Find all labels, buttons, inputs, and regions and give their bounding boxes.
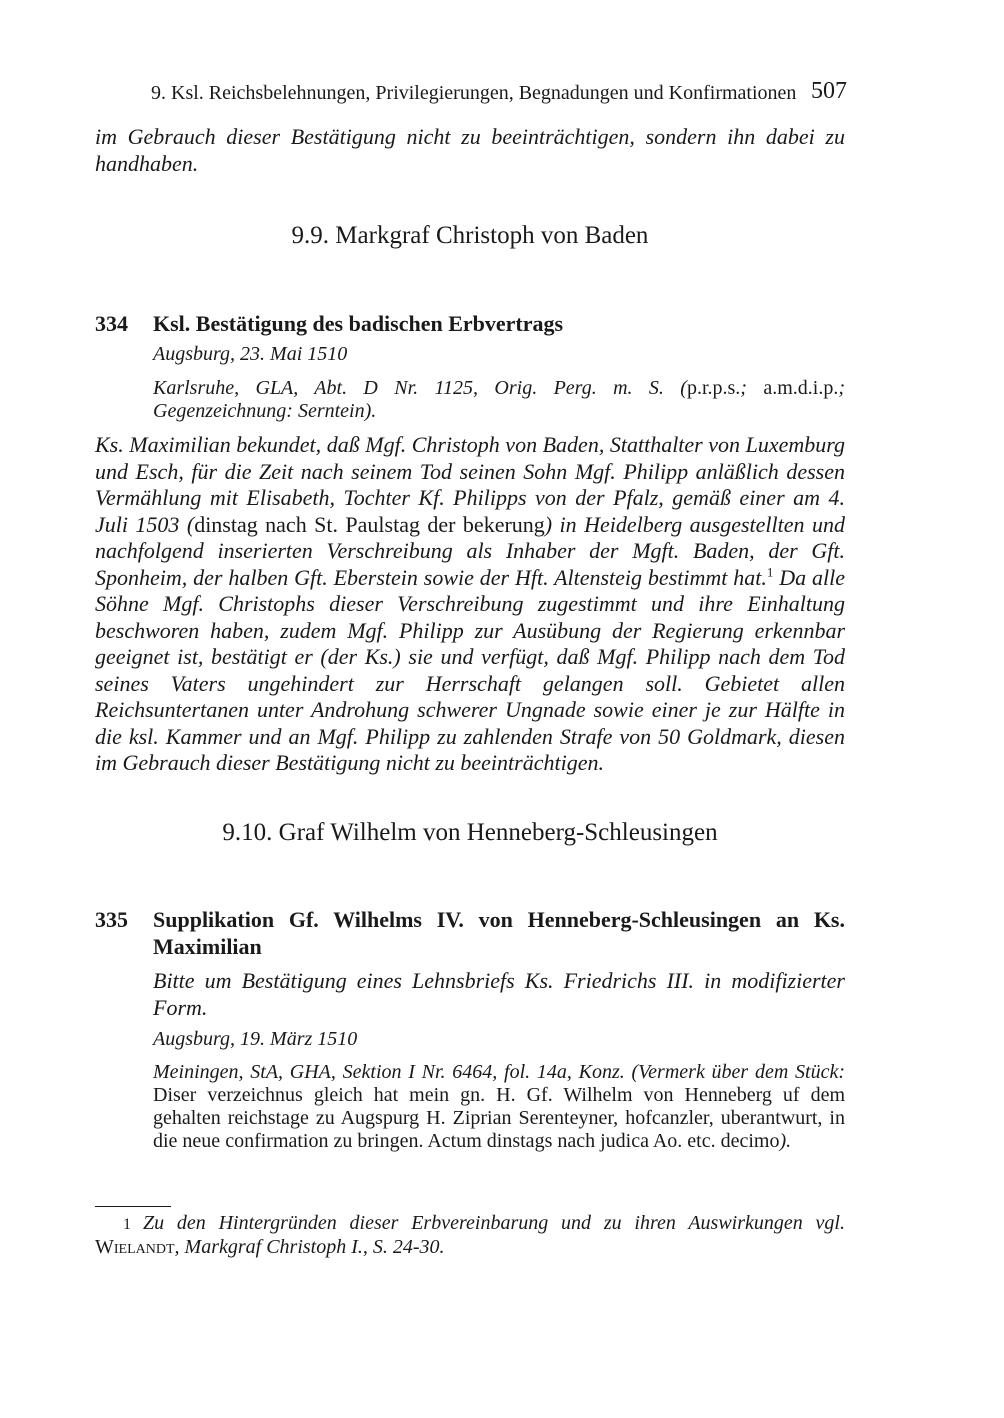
source-text: Meiningen, StA, GHA, Sektion I Nr. 6464, fol. 14a, Konz. (Vermerk über dem Stück: <box>153 1061 845 1083</box>
entry-subtitle-335: Bitte um Bestätigung eines Lehnsbriefs Ks. Friedrichs III. in modifizierter Form. <box>153 968 845 1020</box>
footnote-author: Wielandt <box>95 1236 175 1258</box>
footnote-text: Zu den Hintergründen dieser Erbvereinbarung und zu ihren Auswirkungen vgl. <box>143 1212 845 1234</box>
regest-text: ) in Heidelberg ausgestellten und nachfolgend inserierten Verschreibung als Inhaber der Mgft. Baden, der Gft. Sponheim, der halben Gft. Eberstein sowie der Hft. Altensteig bestimmt hat. <box>95 511 845 590</box>
entry-date-335: Augsburg, 19. März 1510 <box>153 1028 358 1050</box>
regest-text: Da alle Söhne Mgf. Christophs dieser Verschreibung zugestimmt und ihre Einhaltung beschworen haben, zudem Mgf. Philipp zur Ausübung der Regierung erkennbar geeignet ist, bestätigt er (der Ks.) sie und verfügt, daß Mgf. Philipp nach dem Tod seines Vaters ungehindert zur Herrschaft gelangen soll. Gebietet allen Reichsuntertanen unter Androhung schwerer Ungnade sowie einer je zur Hälfte in die ksl. Kammer und an Mgf. Philipp zu zahlenden Strafe von 50 Goldmark, diesen im Gebrauch dieser Bestätigung nicht zu beeinträchtigen. <box>95 564 845 775</box>
running-title: 9. Ksl. Reichsbelehnungen, Privilegierungen, Begnadungen und Konfirmationen <box>151 82 797 104</box>
footnote-rule <box>95 1206 171 1207</box>
footnote-reference[interactable]: 1 <box>766 564 774 580</box>
source-quote: Diser verzeichnus gleich hat mein gn. H. Gf. Wilhelm von Henneberg uf dem gehalten reichstage zu Augspurg H. Ziprian Serenteyner, hofcanzler, uberantwurt, in die neue confirmation zu bringen. Actum dinstags nach judica Ao. etc. decimo <box>153 1084 845 1152</box>
entry-title-334: Ksl. Bestätigung des badischen Erbvertrags <box>153 311 564 336</box>
source-text: ). <box>779 1130 792 1152</box>
page-number: 507 <box>811 78 847 104</box>
footnote <box>95 1212 845 1259</box>
entry-source-335 <box>153 1061 845 1153</box>
source-quote: p.r.p.s. <box>686 377 741 399</box>
footnote-number: 1 <box>123 1216 131 1233</box>
regest-quote: dinstag nach St. Paulstag der bekerung <box>194 511 545 537</box>
footnote-text: , Markgraf Christoph I., S. 24-30. <box>174 1236 445 1258</box>
entry-number-334: 334 <box>95 311 128 336</box>
entry-title-335: Supplikation Gf. Wilhelms IV. von Henneberg-Schleusingen an Ks. Maximilian <box>153 907 845 959</box>
regest-text: Ks. Maximilian bekundet, daß Mgf. Christoph von Baden, Statthalter von Luxemburg und Esch, für die Zeit nach seinem Tod seinen Sohn Mgf. Philipp anläßlich dessen Vermählung mit Elisabeth, Tochter Kf. Philipps von der Pfalz, gemäß einer am 4. Juli 1503 ( <box>95 432 845 537</box>
entry-number-335: 335 <box>95 907 128 932</box>
source-text: ; <box>740 377 764 399</box>
section-heading-9-10: 9.10. Graf Wilhelm von Henneberg-Schleusingen <box>222 819 718 846</box>
source-quote: a.m.d.i.p. <box>763 377 839 399</box>
continuation-text: im Gebrauch dieser Bestätigung nicht zu beeinträchtigen, sondern ihn dabei zu handhaben. <box>95 124 845 176</box>
entry-date-334: Augsburg, 23. Mai 1510 <box>153 343 348 365</box>
entry-source-334 <box>153 377 845 423</box>
entry-regest-334 <box>95 432 845 777</box>
source-text: ; Gegenzeichnung: Serntein). <box>153 377 845 422</box>
source-text: Karlsruhe, GLA, Abt. D Nr. 1125, Orig. Perg. m. S. ( <box>153 377 687 399</box>
section-heading-9-9: 9.9. Markgraf Christoph von Baden <box>291 222 649 249</box>
